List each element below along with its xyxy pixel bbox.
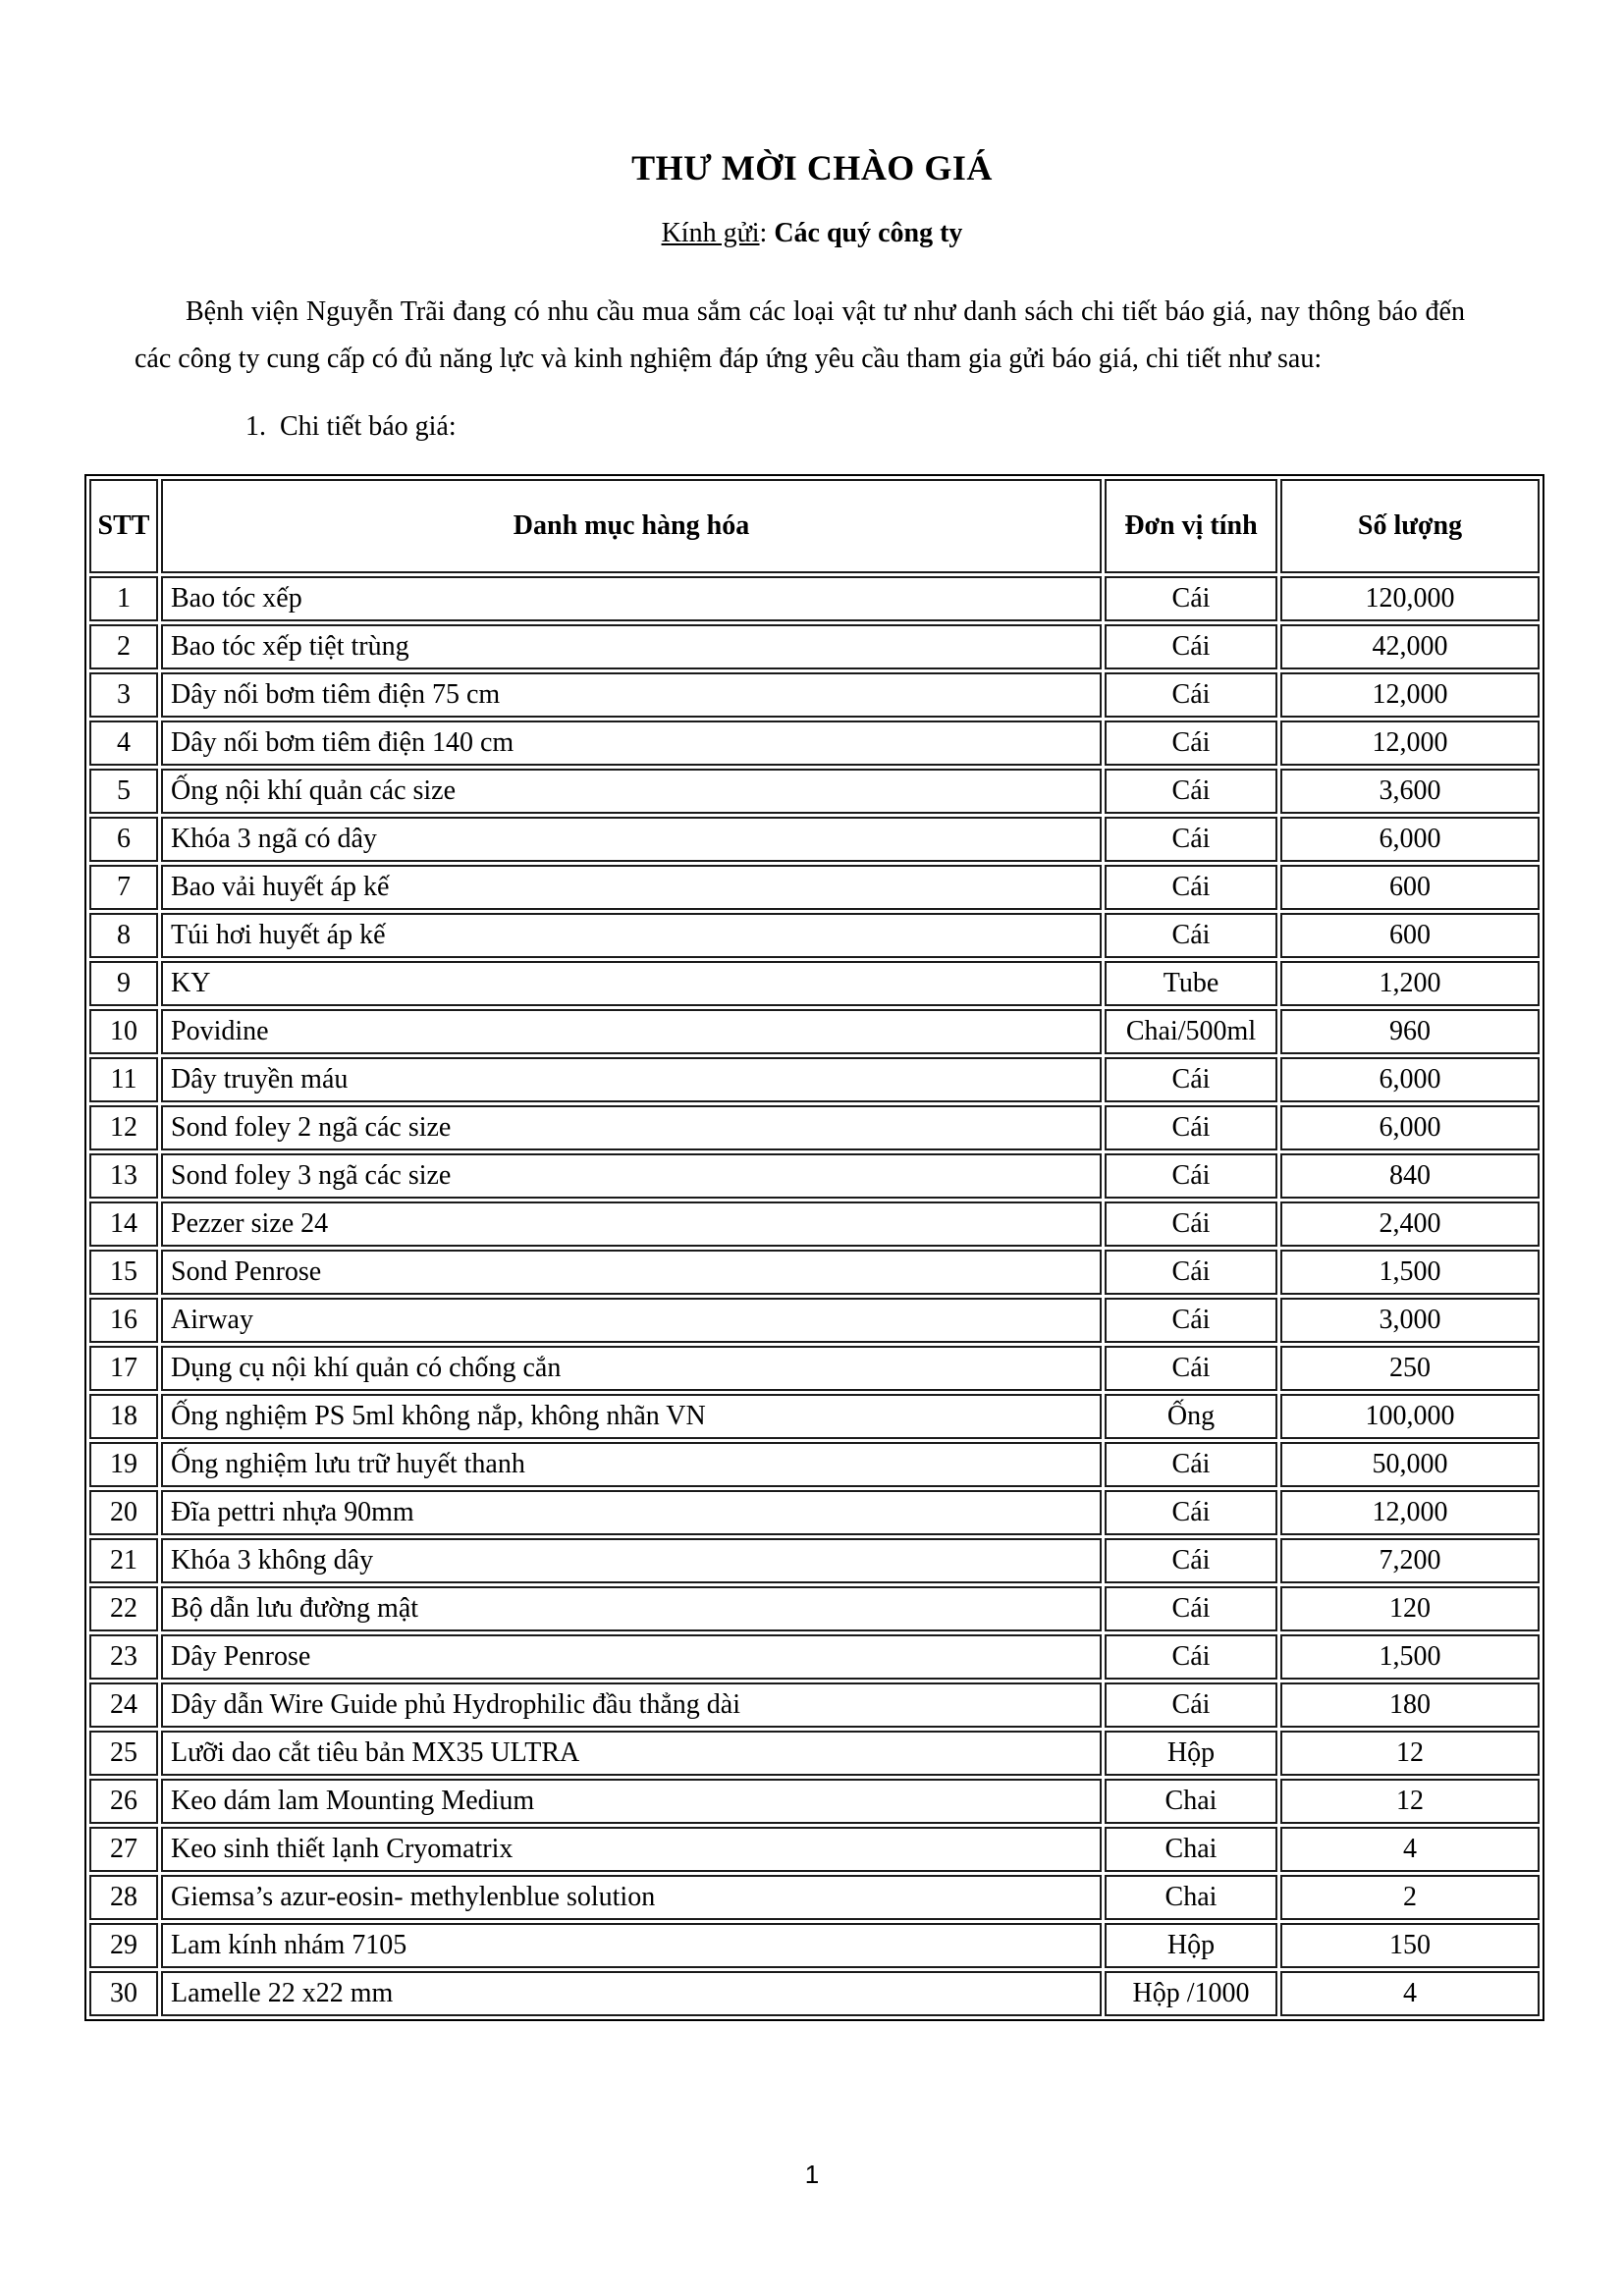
table-row <box>89 1827 1540 1872</box>
item-qty-cell: 2 <box>1280 1875 1540 1920</box>
item-unit-cell: Cái <box>1105 1346 1277 1391</box>
intro-paragraph: Bệnh viện Nguyễn Trãi đang có nhu cầu mua sắm các loại vật tư như danh sách chi tiết báo giá, nay thông báo đến các công ty cung cấp có đủ năng lực và kinh nghiệm đáp ứng yêu cầu tham gia gửi báo giá, chi tiết như sau: <box>135 296 1465 375</box>
row-index-cell: 24 <box>89 1682 158 1728</box>
item-qty-cell: 12 <box>1280 1731 1540 1776</box>
item-qty-cell: 7,200 <box>1280 1538 1540 1583</box>
item-qty-cell: 3,000 <box>1280 1298 1540 1343</box>
item-qty-cell: 12,000 <box>1280 721 1540 766</box>
table-row <box>89 1731 1540 1776</box>
row-index-cell: 16 <box>89 1298 158 1343</box>
quotation-table <box>84 474 1544 2021</box>
row-index-cell: 25 <box>89 1731 158 1776</box>
item-qty-cell: 2,400 <box>1280 1201 1540 1247</box>
salutation-line <box>0 218 1624 249</box>
item-unit-cell: Cái <box>1105 1634 1277 1680</box>
item-unit-cell: Cái <box>1105 865 1277 910</box>
item-unit-cell: Cái <box>1105 913 1277 958</box>
item-unit-cell: Cái <box>1105 1298 1277 1343</box>
item-name-cell: Khóa 3 không dây <box>161 1538 1102 1583</box>
item-qty-cell: 120 <box>1280 1586 1540 1631</box>
row-index-cell: 21 <box>89 1538 158 1583</box>
item-qty-cell: 3,600 <box>1280 769 1540 814</box>
section-number: 1. <box>245 410 266 442</box>
row-index-cell: 14 <box>89 1201 158 1247</box>
item-name-cell: Keo dám lam Mounting Medium <box>161 1779 1102 1824</box>
item-unit-cell: Cái <box>1105 1250 1277 1295</box>
row-index-cell: 17 <box>89 1346 158 1391</box>
item-unit-cell: Cái <box>1105 1153 1277 1199</box>
item-unit-cell: Cái <box>1105 1442 1277 1487</box>
row-index-cell: 2 <box>89 624 158 669</box>
row-index-cell: 26 <box>89 1779 158 1824</box>
item-name-cell: Lưỡi dao cắt tiêu bản MX35 ULTRA <box>161 1731 1102 1776</box>
row-index-cell: 1 <box>89 576 158 621</box>
item-name-cell: Sond Penrose <box>161 1250 1102 1295</box>
table-row <box>89 769 1540 814</box>
table-row <box>89 1682 1540 1728</box>
row-index-cell: 18 <box>89 1394 158 1439</box>
item-unit-cell: Cái <box>1105 576 1277 621</box>
table-row <box>89 1346 1540 1391</box>
item-unit-cell: Hộp <box>1105 1923 1277 1968</box>
item-qty-cell: 150 <box>1280 1923 1540 1968</box>
table-row <box>89 1057 1540 1102</box>
section-label: Chi tiết báo giá: <box>280 410 457 442</box>
section-heading <box>245 411 1624 443</box>
row-index-cell: 22 <box>89 1586 158 1631</box>
item-unit-cell: Ống <box>1105 1394 1277 1439</box>
table-row <box>89 913 1540 958</box>
table-row <box>89 1250 1540 1295</box>
item-name-cell: Lam kính nhám 7105 <box>161 1923 1102 1968</box>
item-unit-cell: Cái <box>1105 624 1277 669</box>
item-unit-cell: Cái <box>1105 817 1277 862</box>
row-index-cell: 3 <box>89 672 158 718</box>
item-qty-cell: 1,500 <box>1280 1250 1540 1295</box>
item-qty-cell: 600 <box>1280 865 1540 910</box>
table-row <box>89 1538 1540 1583</box>
table-row <box>89 1105 1540 1150</box>
item-name-cell: Dây nối bơm tiêm điện 75 cm <box>161 672 1102 718</box>
item-name-cell: Lamelle 22 x22 mm <box>161 1971 1102 2016</box>
item-qty-cell: 6,000 <box>1280 1057 1540 1102</box>
item-unit-cell: Cái <box>1105 1057 1277 1102</box>
page-number: 1 <box>804 2160 820 2189</box>
row-index-cell: 4 <box>89 721 158 766</box>
table-row <box>89 1298 1540 1343</box>
item-unit-cell: Cái <box>1105 1490 1277 1535</box>
item-unit-cell: Cái <box>1105 1586 1277 1631</box>
page-title: THƯ MỜI CHÀO GIÁ <box>631 148 993 187</box>
item-qty-cell: 6,000 <box>1280 1105 1540 1150</box>
item-unit-cell: Cái <box>1105 672 1277 718</box>
item-name-cell: Bao vải huyết áp kế <box>161 865 1102 910</box>
row-index-cell: 5 <box>89 769 158 814</box>
item-name-cell: Dây dẫn Wire Guide phủ Hydrophilic đầu thẳng dài <box>161 1682 1102 1728</box>
item-name-cell: Keo sinh thiết lạnh Cryomatrix <box>161 1827 1102 1872</box>
item-name-cell: Dây truyền máu <box>161 1057 1102 1102</box>
item-qty-cell: 120,000 <box>1280 576 1540 621</box>
header-qty: Số lượng <box>1280 479 1540 573</box>
item-name-cell: Sond foley 2 ngã các size <box>161 1105 1102 1150</box>
table-row <box>89 1201 1540 1247</box>
table-row <box>89 961 1540 1006</box>
row-index-cell: 27 <box>89 1827 158 1872</box>
row-index-cell: 28 <box>89 1875 158 1920</box>
item-unit-cell: Chai/500ml <box>1105 1009 1277 1054</box>
item-name-cell: Airway <box>161 1298 1102 1343</box>
item-name-cell: Bộ dẫn lưu đường mật <box>161 1586 1102 1631</box>
item-qty-cell: 50,000 <box>1280 1442 1540 1487</box>
header-name: Danh mục hàng hóa <box>161 479 1102 573</box>
header-stt: STT <box>89 479 158 573</box>
item-qty-cell: 12,000 <box>1280 672 1540 718</box>
row-index-cell: 6 <box>89 817 158 862</box>
item-qty-cell: 12,000 <box>1280 1490 1540 1535</box>
item-name-cell: KY <box>161 961 1102 1006</box>
salutation-recipient: Các quý công ty <box>774 218 963 248</box>
row-index-cell: 9 <box>89 961 158 1006</box>
item-unit-cell: Cái <box>1105 1682 1277 1728</box>
table-row <box>89 1009 1540 1054</box>
row-index-cell: 29 <box>89 1923 158 1968</box>
item-qty-cell: 4 <box>1280 1827 1540 1872</box>
item-qty-cell: 960 <box>1280 1009 1540 1054</box>
table-header-row <box>89 479 1540 573</box>
table-row <box>89 721 1540 766</box>
item-qty-cell: 6,000 <box>1280 817 1540 862</box>
item-name-cell: Đĩa pettri nhựa 90mm <box>161 1490 1102 1535</box>
item-name-cell: Bao tóc xếp <box>161 576 1102 621</box>
row-index-cell: 23 <box>89 1634 158 1680</box>
row-index-cell: 12 <box>89 1105 158 1150</box>
row-index-cell: 11 <box>89 1057 158 1102</box>
table-row <box>89 1971 1540 2016</box>
item-name-cell: Túi hơi huyết áp kế <box>161 913 1102 958</box>
table-row <box>89 1394 1540 1439</box>
item-unit-cell: Cái <box>1105 1105 1277 1150</box>
row-index-cell: 15 <box>89 1250 158 1295</box>
item-name-cell: Dây nối bơm tiêm điện 140 cm <box>161 721 1102 766</box>
table-row <box>89 1634 1540 1680</box>
item-unit-cell: Chai <box>1105 1875 1277 1920</box>
item-unit-cell: Chai <box>1105 1827 1277 1872</box>
item-name-cell: Ống nội khí quản các size <box>161 769 1102 814</box>
item-name-cell: Khóa 3 ngã có dây <box>161 817 1102 862</box>
item-qty-cell: 1,200 <box>1280 961 1540 1006</box>
row-index-cell: 7 <box>89 865 158 910</box>
item-qty-cell: 100,000 <box>1280 1394 1540 1439</box>
table-row <box>89 817 1540 862</box>
item-name-cell: Ống nghiệm PS 5ml không nắp, không nhãn VN <box>161 1394 1102 1439</box>
item-unit-cell: Chai <box>1105 1779 1277 1824</box>
item-qty-cell: 12 <box>1280 1779 1540 1824</box>
item-unit-cell: Cái <box>1105 1538 1277 1583</box>
table-row <box>89 576 1540 621</box>
header-unit: Đơn vị tính <box>1105 479 1277 573</box>
table-row <box>89 1586 1540 1631</box>
table-row <box>89 865 1540 910</box>
row-index-cell: 8 <box>89 913 158 958</box>
salutation-separator: : <box>759 218 775 248</box>
row-index-cell: 19 <box>89 1442 158 1487</box>
item-name-cell: Sond foley 3 ngã các size <box>161 1153 1102 1199</box>
item-unit-cell: Cái <box>1105 1201 1277 1247</box>
item-unit-cell: Cái <box>1105 721 1277 766</box>
table-row <box>89 624 1540 669</box>
item-qty-cell: 840 <box>1280 1153 1540 1199</box>
row-index-cell: 20 <box>89 1490 158 1535</box>
item-qty-cell: 1,500 <box>1280 1634 1540 1680</box>
item-qty-cell: 42,000 <box>1280 624 1540 669</box>
row-index-cell: 30 <box>89 1971 158 2016</box>
row-index-cell: 10 <box>89 1009 158 1054</box>
table-row <box>89 1875 1540 1920</box>
salutation-greeting: Kính gửi <box>661 218 760 248</box>
item-name-cell: Ống nghiệm lưu trữ huyết thanh <box>161 1442 1102 1487</box>
item-name-cell: Dây Penrose <box>161 1634 1102 1680</box>
table-row <box>89 672 1540 718</box>
item-qty-cell: 250 <box>1280 1346 1540 1391</box>
item-qty-cell: 4 <box>1280 1971 1540 2016</box>
item-name-cell: Bao tóc xếp tiệt trùng <box>161 624 1102 669</box>
item-name-cell: Giemsa’s azur-eosin- methylenblue solution <box>161 1875 1102 1920</box>
items-table-body <box>89 576 1540 2016</box>
table-row <box>89 1779 1540 1824</box>
table-row <box>89 1153 1540 1199</box>
item-name-cell: Dụng cụ nội khí quản có chống cắn <box>161 1346 1102 1391</box>
item-unit-cell: Hộp /1000 <box>1105 1971 1277 2016</box>
table-row <box>89 1490 1540 1535</box>
item-unit-cell: Cái <box>1105 769 1277 814</box>
item-name-cell: Povidine <box>161 1009 1102 1054</box>
row-index-cell: 13 <box>89 1153 158 1199</box>
table-row <box>89 1442 1540 1487</box>
item-name-cell: Pezzer size 24 <box>161 1201 1102 1247</box>
table-row <box>89 1923 1540 1968</box>
item-qty-cell: 600 <box>1280 913 1540 958</box>
item-qty-cell: 180 <box>1280 1682 1540 1728</box>
item-unit-cell: Tube <box>1105 961 1277 1006</box>
item-unit-cell: Hộp <box>1105 1731 1277 1776</box>
